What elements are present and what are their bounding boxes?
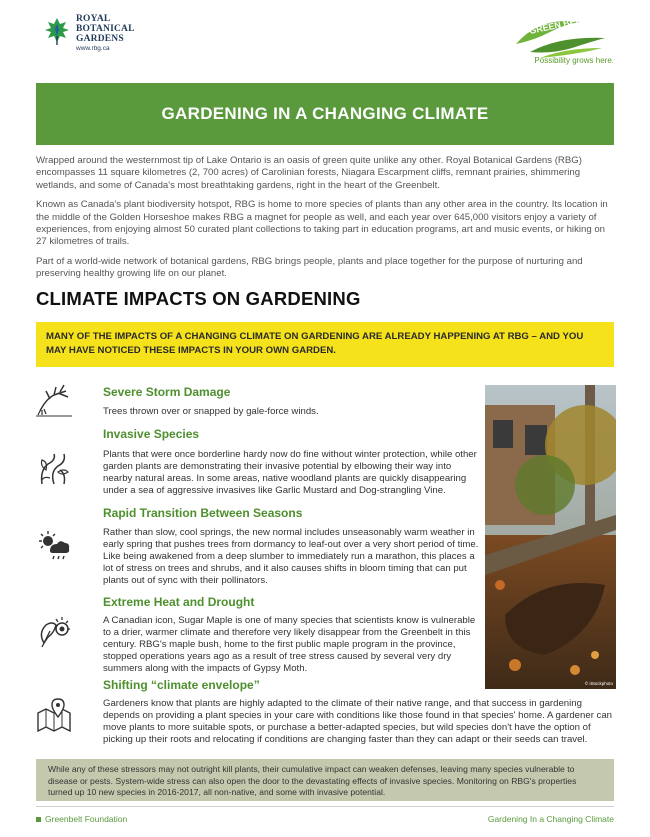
- footer-right-text: Gardening In a Changing Climate: [487, 814, 614, 824]
- rbg-name-line-2: BOTANICAL: [76, 24, 135, 34]
- greenbelt-tagline: Possibility grows here.: [534, 56, 614, 65]
- map-pin-icon: [36, 697, 72, 733]
- fallen-tree-illustration: [485, 385, 616, 689]
- rbg-logo[interactable]: [44, 14, 135, 52]
- footer-left-text: Greenbelt Foundation: [45, 814, 128, 824]
- greenbelt-logo-text: GREEN BELT: [528, 14, 587, 36]
- impact-title-invasive: Invasive Species: [103, 427, 200, 441]
- fallen-tree-icon: [36, 383, 72, 419]
- impact-title-envelope: Shifting “climate envelope”: [103, 678, 260, 692]
- heat-drought-leaf-icon: [36, 613, 72, 649]
- rbg-name-line-1: ROYAL: [76, 14, 111, 24]
- callout-text: MANY OF THE IMPACTS OF A CHANGING CLIMATE ON GARDENING ARE ALREADY HAPPENING AT RBG – AND YOU MAY HAVE NOTICED THESE IMPACTS IN YOUR OWN GARDEN.: [46, 331, 584, 356]
- impact-title-storm: Severe Storm Damage: [103, 385, 231, 399]
- callout-box: [36, 322, 614, 367]
- impact-text-invasive: Plants that were once borderline hardy now do fine without winter protection, while other garden plants are demonstrating their invasive potential by elbowing their way into nearby natural areas. In some areas, native woodland plants are quickly disappearing under a sea of aggressive invasives like Garlic Mustard and Dog-strangling Vine.: [103, 449, 477, 496]
- note-box: [36, 759, 614, 801]
- rbg-url[interactable]: www.rbg.ca: [76, 45, 110, 52]
- footer-left: [36, 814, 127, 824]
- note-text: While any of these stressors may not outright kill plants, their cumulative impact can weaken defenses, leaving many species vulnerable to disease or pests. System-wide stress can also open the door to the devastating effects of invasive species. Monitoring on RBG's properties turned up 10 new species in 2016-2017, all non-native, and some with invasive potential.: [48, 764, 577, 797]
- page-title: GARDENING IN A CHANGING CLIMATE: [161, 104, 489, 123]
- rbg-leaf-icon: [44, 16, 70, 46]
- photo-credit: © iStockphoto: [584, 681, 613, 686]
- intro-paragraph-2: Known as Canada's plant biodiversity hotspot, RBG is home to more species of plants than any other area in the country. Its location in the middle of the Golden Horseshoe makes RBG a magnet for people as well, and each year over 645,000 visitors enjoy a variety of experiences, from enjoying almost 50 curated plant collections to taking part in education programs, art and music events, or hiking on 27 kilometres of trails.: [36, 199, 608, 248]
- impact-title-heat: Extreme Heat and Drought: [103, 595, 255, 609]
- impact-text-storm: Trees thrown over or snapped by gale-force winds.: [103, 406, 319, 417]
- invasive-plant-icon: [36, 450, 72, 486]
- intro-paragraph-1: Wrapped around the westernmost tip of Lake Ontario is an oasis of green quite unlike any other. Royal Botanical Gardens (RBG) encompasses 11 square kilometres (2, 700 acres) of Carolinian forests, Niagara Escarpment cliffs, remnant prairies, shimmering wetlands, and some of Canada's most breathtaking gardens, right in the heart of the Greenbelt.: [36, 155, 582, 191]
- fallen-tree-photo: [485, 385, 616, 689]
- sun-cloud-rain-icon: [36, 527, 72, 563]
- impact-text-seasons: Rather than slow, cool springs, the new normal includes unseasonably warm weather in early spring that pushes trees from dormancy to leaf-out over a very short period of time. Like being awakened from a deep slumber to immediately run a marathon, this places a lot of stress on trees and shrubs, and it also causes shifts in bloom timing that can put plants out of sync with their pollinators.: [103, 527, 479, 586]
- intro-text: [36, 155, 608, 288]
- square-bullet-icon: [36, 817, 41, 822]
- impact-text-envelope: Gardeners know that plants are highly adapted to the climate of their native range, and that success in gardening depends on providing a plant species in your care with conditions like those found in that species' home. A gardener can move plants to more suitable spots, or purchase a better-adapted species, but wild species don't have the option of picking up their roots and relocating if conditions are changing faster than they can adapt or their seeds can travel.: [103, 698, 613, 745]
- title-banner: [36, 83, 614, 145]
- section-title: CLIMATE IMPACTS ON GARDENING: [36, 288, 361, 309]
- footer-divider: [36, 806, 614, 807]
- impact-text-heat: A Canadian icon, Sugar Maple is one of many species that scientists know is vulnerable to a drier, warmer climate and therefore very likely disappear from the Greenbelt in this century. RBG's maple bush, home to the first public maple program in the province, stopped operations years ago as a result of tree stress caused by several very dry summers along with the impacts of Gypsy Moth.: [103, 615, 476, 674]
- page-header: [0, 0, 650, 80]
- intro-paragraph-3: Part of a world-wide network of botanical gardens, RBG brings people, plants and place together for the purpose of nurturing and preserving healthy growing life on our planet.: [36, 255, 583, 280]
- impact-title-seasons: Rapid Transition Between Seasons: [103, 506, 303, 520]
- rbg-name-line-3: GARDENS: [76, 34, 124, 44]
